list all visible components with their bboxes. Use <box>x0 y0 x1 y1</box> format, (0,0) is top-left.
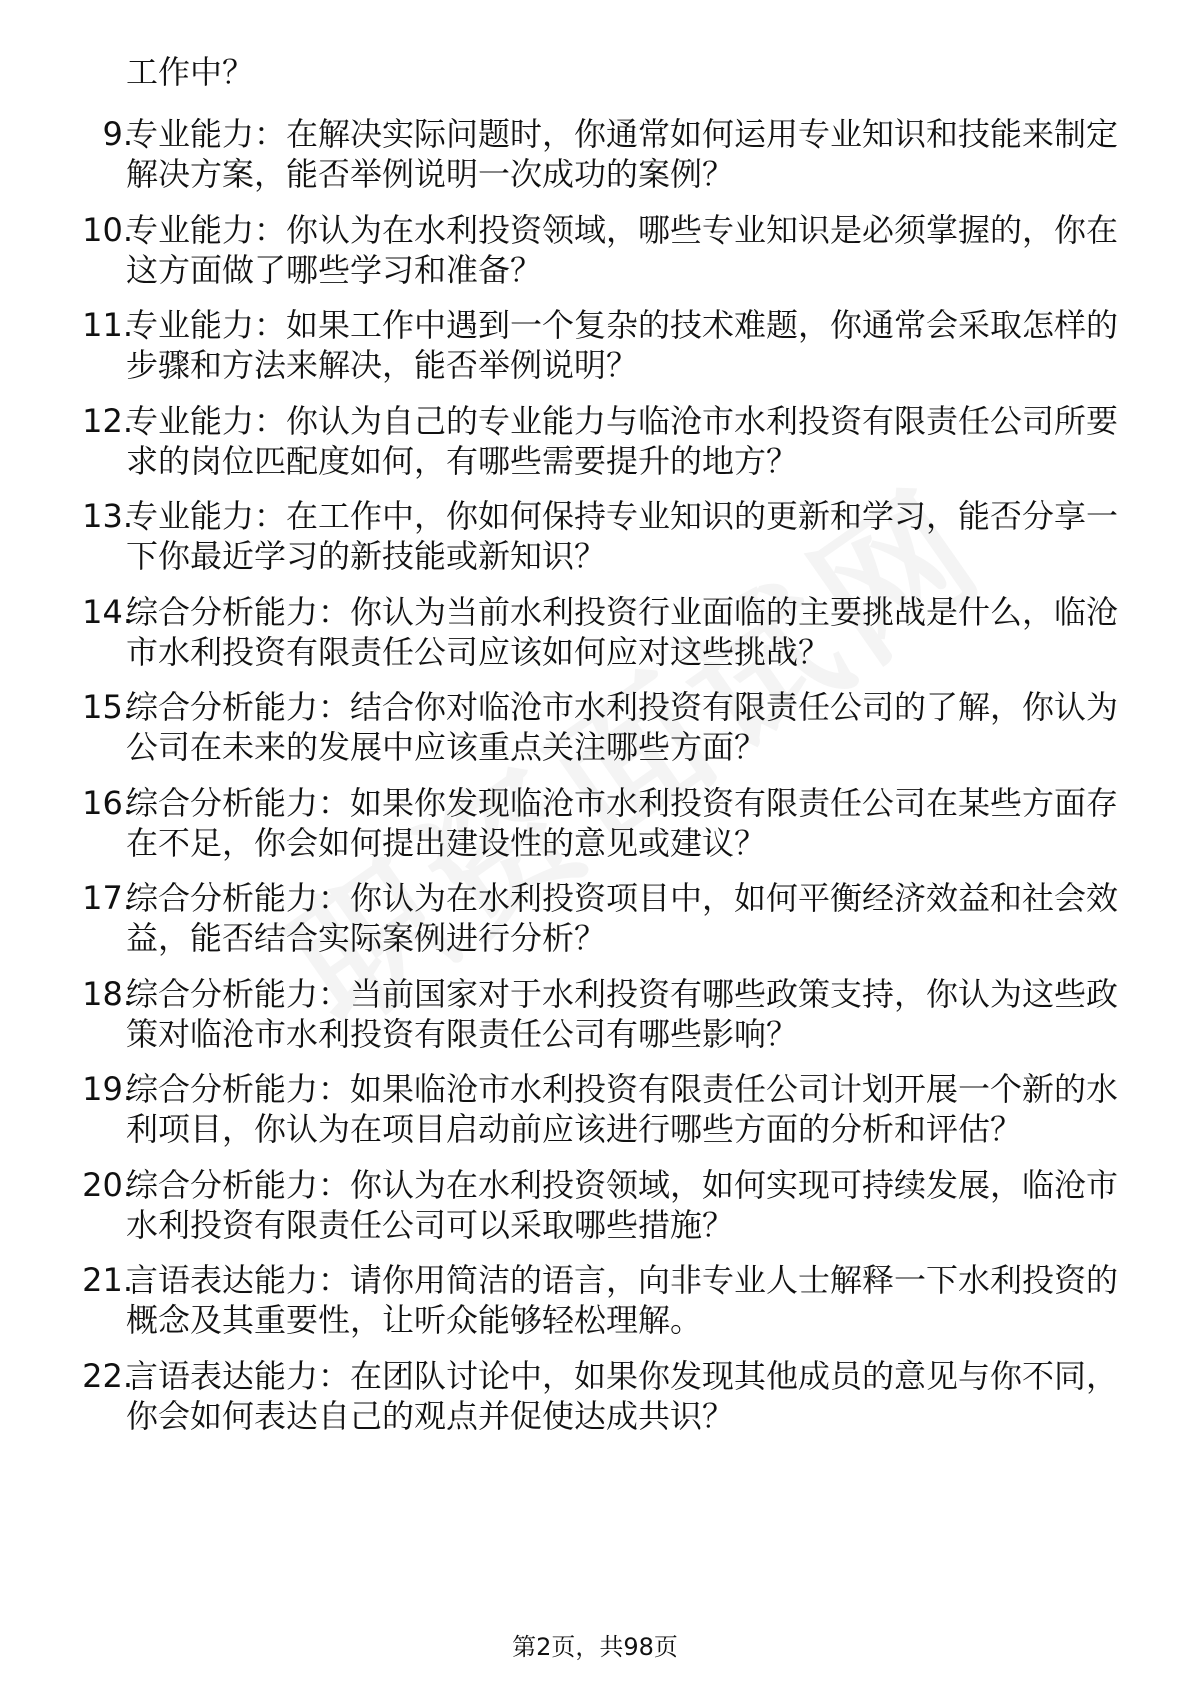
list-item <box>0 687 1190 767</box>
question-text: 专业能力：在解决实际问题时，你通常如何运用专业知识和技能来制定解决方案，能否举例说明一次成功的案例？ <box>126 115 1119 193</box>
question-text: 言语表达能力：在团队讨论中，如果你发现其他成员的意见与你不同，你会如何表达自己的观点并促使达成共识？ <box>126 1356 1119 1435</box>
list-item <box>0 1260 1190 1340</box>
question-number: 17. <box>82 879 133 917</box>
list-item <box>0 305 1190 385</box>
question-text: 专业能力：你认为自己的专业能力与临沧市水利投资有限责任公司所要求的岗位匹配度如何，有哪些需要提升的地方？ <box>126 401 1119 480</box>
question-text: 言语表达能力：请你用简洁的语言，向非专业人士解释一下水利投资的概念及其重要性，让听众能够轻松理解。 <box>126 1261 1119 1339</box>
list-item <box>0 210 1190 290</box>
question-text: 综合分析能力：如果临沧市水利投资有限责任公司计划开展一个新的水利项目，你认为在项目启动前应该进行哪些方面的分析和评估？ <box>126 1070 1119 1148</box>
list-item <box>0 974 1190 1054</box>
question-text: 综合分析能力：你认为在水利投资项目中，如何平衡经济效益和社会效益，能否结合实际案例进行分析？ <box>126 879 1119 957</box>
question-text: 综合分析能力：当前国家对于水利投资有哪些政策支持，你认为这些政策对临沧市水利投资有限责任公司有哪些影响？ <box>126 974 1119 1053</box>
question-number: 22. <box>82 1356 133 1395</box>
question-number: 10. <box>82 210 133 249</box>
question-number: 11. <box>82 306 133 344</box>
page-footer: 第2页，共98页 <box>512 1633 678 1661</box>
list-item <box>0 496 1190 576</box>
list-item <box>0 592 1190 672</box>
question-number: 13. <box>82 497 133 535</box>
question-number: 20. <box>82 1165 133 1204</box>
list-item <box>0 1069 1190 1149</box>
question-text: 专业能力：在工作中，你如何保持专业知识的更新和学习，能否分享一下你最近学习的新技能或新知识？ <box>126 497 1119 575</box>
question-text: 专业能力：如果工作中遇到一个复杂的技术难题，你通常会采取怎样的步骤和方法来解决，能否举例说明？ <box>126 306 1119 384</box>
question-text: 综合分析能力：结合你对临沧市水利投资有限责任公司的了解，你认为公司在未来的发展中应该重点关注哪些方面？ <box>126 688 1119 766</box>
question-text: 综合分析能力：你认为当前水利投资行业面临的主要挑战是什么，临沧市水利投资有限责任公司应该如何应对这些挑战？ <box>126 592 1119 671</box>
question-number: 16. <box>82 783 133 822</box>
question-number: 21. <box>82 1261 133 1299</box>
list-item <box>0 1356 1190 1436</box>
list-item <box>0 401 1190 481</box>
question-number: 14. <box>82 592 133 631</box>
question-list <box>0 114 1190 1451</box>
list-item <box>0 1165 1190 1245</box>
question-text: 专业能力：你认为在水利投资领域，哪些专业知识是必须掌握的，你在这方面做了哪些学习和准备？ <box>126 210 1119 289</box>
question-text: 综合分析能力：你认为在水利投资领域，如何实现可持续发展，临沧市水利投资有限责任公司可以采取哪些措施？ <box>126 1165 1119 1244</box>
list-item <box>0 114 1190 194</box>
question-number: 19. <box>82 1070 133 1108</box>
question-number: 9. <box>102 115 133 153</box>
question-text: 综合分析能力：如果你发现临沧市水利投资有限责任公司在某些方面存在不足，你会如何提出建设性的意见或建议？ <box>126 783 1119 862</box>
question-number: 15. <box>82 688 133 726</box>
continuation-text: 工作中？ <box>126 53 255 91</box>
list-item <box>0 783 1190 863</box>
list-item <box>0 878 1190 958</box>
question-number: 12. <box>82 401 133 440</box>
question-number: 18. <box>82 974 133 1013</box>
